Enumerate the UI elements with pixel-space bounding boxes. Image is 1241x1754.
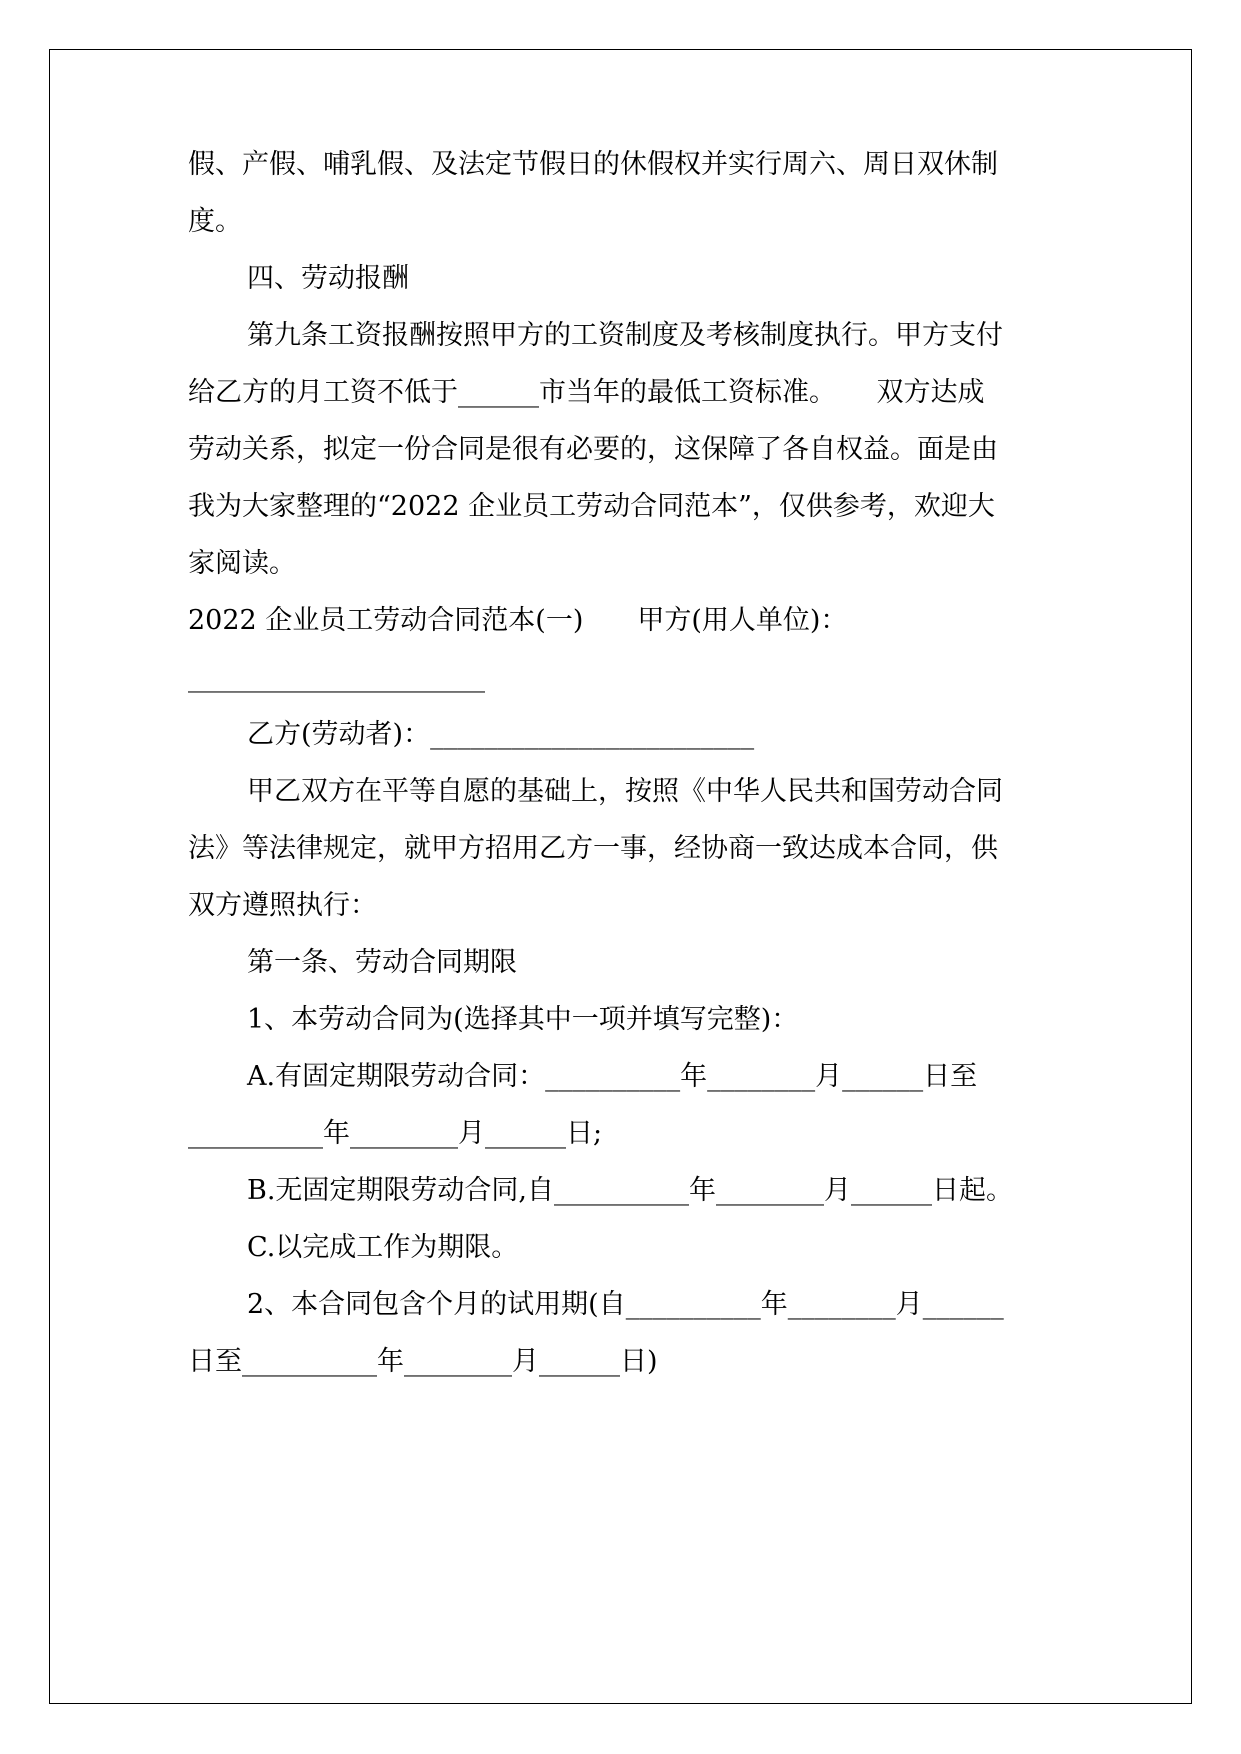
option-a-continued: __________年________月______日; (188, 1118, 603, 1149)
paragraph-line: 第九条工资报酬按照甲方的工资制度及考核制度执行。甲方支付 (247, 320, 1003, 351)
paragraph-line: 法》等法律规定，就甲方招用乙方一事，经协商一致达成本合同，供 (188, 833, 998, 864)
option-c-line: C.以完成工作为期限。 (247, 1232, 519, 1263)
clause-line: 1、本劳动合同为(选择其中一项并填写完整)： (247, 1004, 799, 1035)
probation-continued: 日至__________年________月______日) (188, 1346, 658, 1377)
paragraph-line: 家阅读。 (188, 548, 296, 579)
paragraph-line: 双方遵照执行： (188, 890, 377, 921)
party-b-line: 乙方(劳动者)：________________________ (247, 719, 755, 750)
contract-title-line: 2022 企业员工劳动合同范本(一) 甲方(用人单位)： (188, 605, 848, 636)
probation-line: 2、本合同包含个月的试用期(自__________年________月______ (247, 1289, 1004, 1320)
option-a-line: A.有固定期限劳动合同：__________年________月______日至 (247, 1061, 978, 1092)
paragraph-line: 甲乙双方在平等自愿的基础上，按照《中华人民共和国劳动合同 (247, 776, 1003, 807)
blank-line: ______________________ (188, 662, 485, 693)
page-border (49, 49, 1192, 1704)
paragraph-line: 给乙方的月工资不低于______市当年的最低工资标准。 双方达成 (188, 377, 985, 408)
paragraph-line: 我为大家整理的“2022 企业员工劳动合同范本”，仅供参考，欢迎大 (188, 491, 995, 522)
option-b-line: B.无固定期限劳动合同,自__________年________月______日起。 (247, 1175, 1014, 1206)
paragraph-line: 假、产假、哺乳假、及法定节假日的休假权并实行周六、周日双休制 (188, 149, 998, 180)
paragraph-line: 度。 (188, 206, 242, 237)
article-heading: 第一条、劳动合同期限 (247, 947, 517, 978)
section-heading: 四、劳动报酬 (247, 263, 409, 294)
paragraph-line: 劳动关系，拟定一份合同是很有必要的，这保障了各自权益。面是由 (188, 434, 998, 465)
